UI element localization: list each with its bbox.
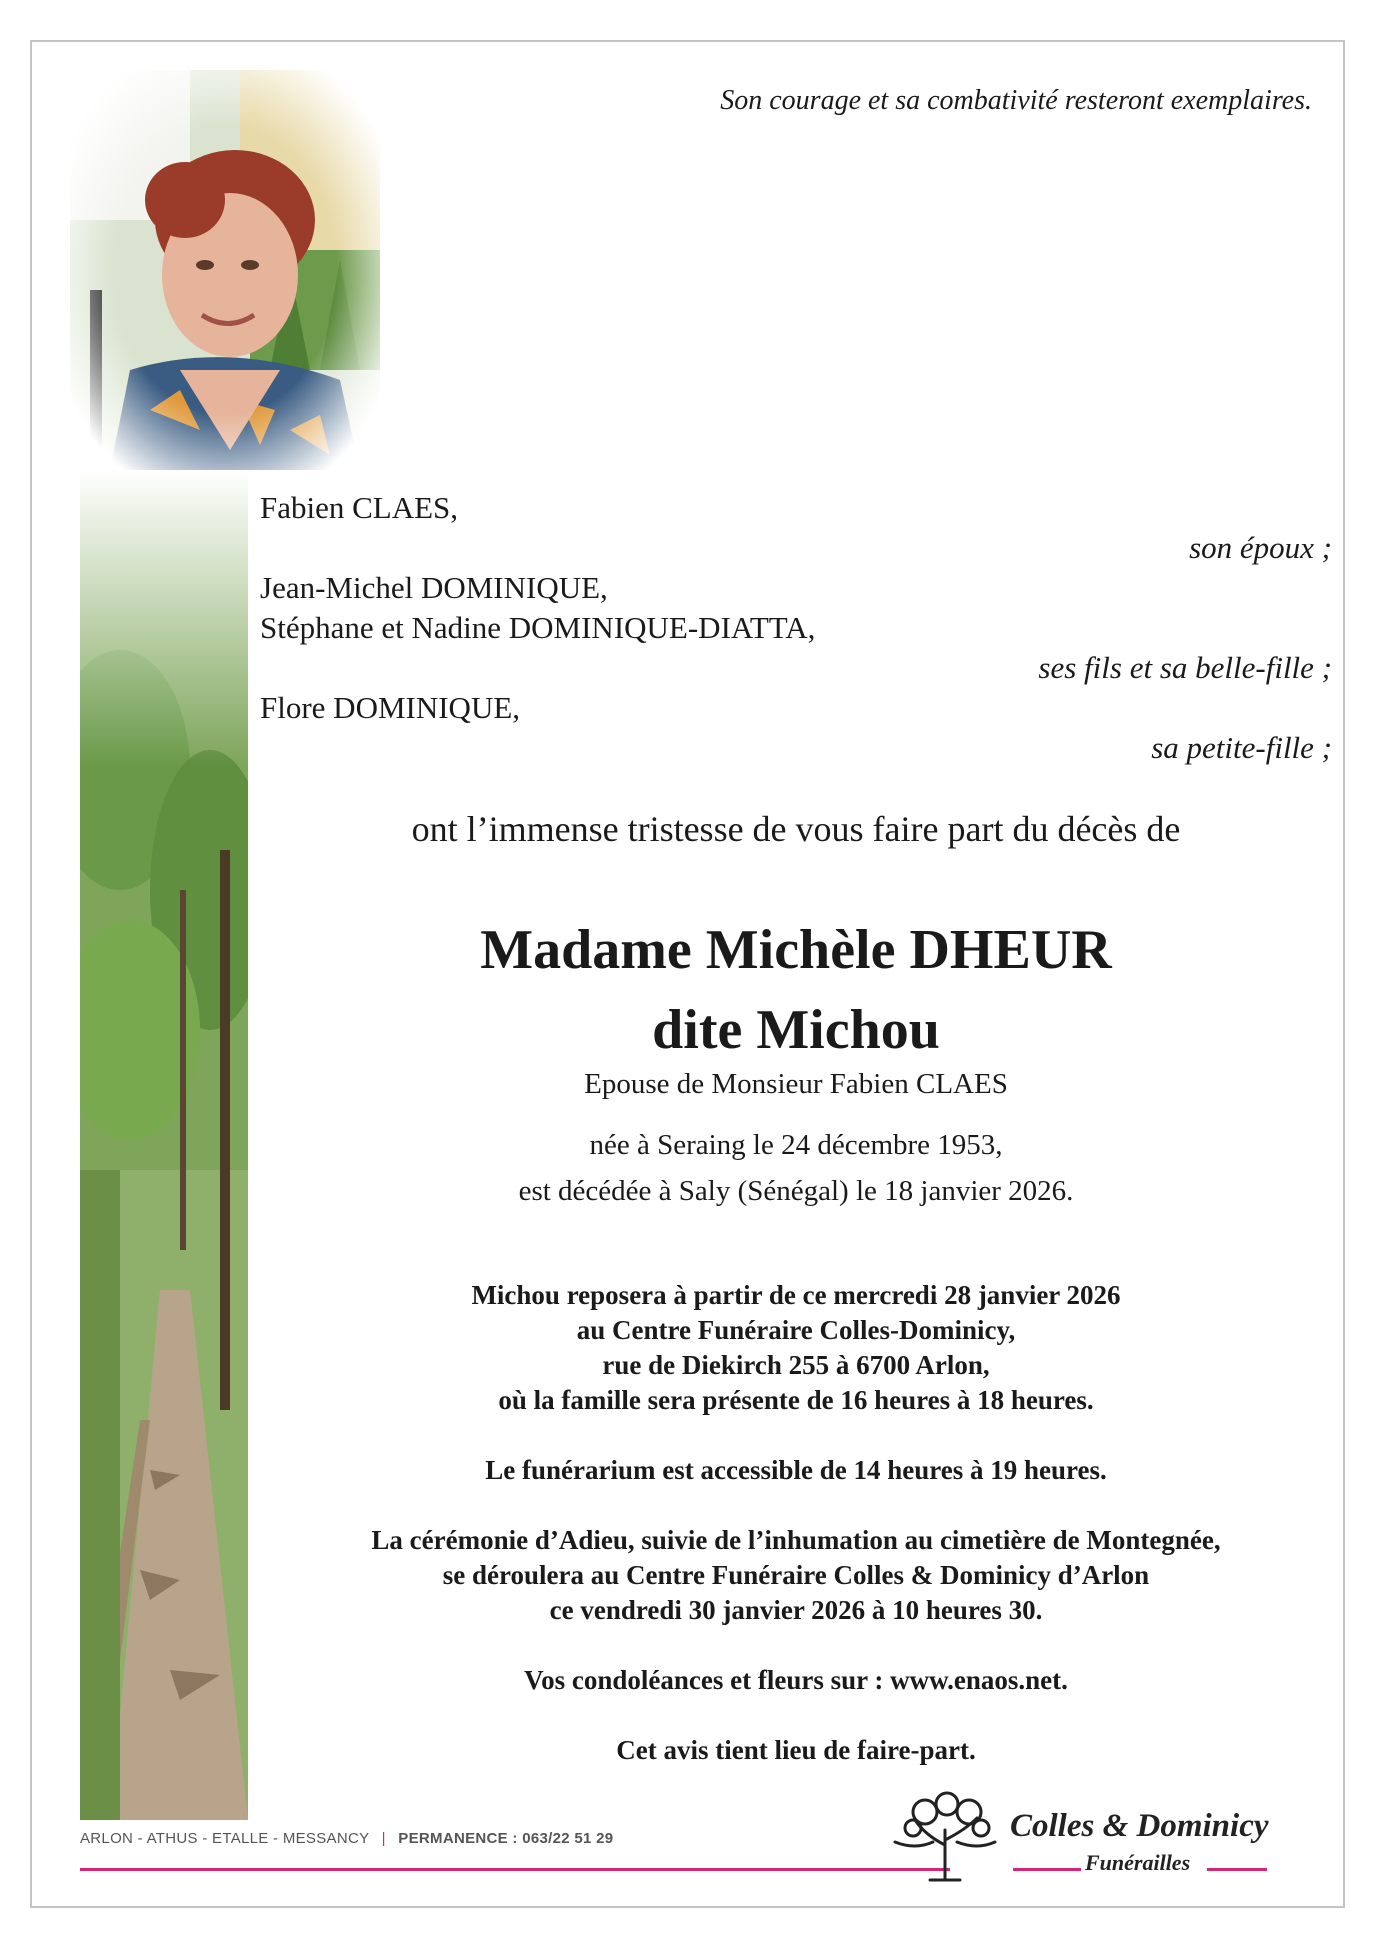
ceremony-line: ce vendredi 30 janvier 2026 à 10 heures 30. xyxy=(549,1595,1043,1625)
family-member-name: Stéphane et Nadine DOMINIQUE-DIATTA, xyxy=(260,610,816,645)
deceased-nickname: dite Michou xyxy=(652,999,940,1061)
logo-brand-name: Colles & Dominicy xyxy=(1010,1808,1269,1844)
motto-text: Son courage et sa combativité resteront exemplaires. xyxy=(720,85,1312,116)
family-list xyxy=(260,488,1332,768)
family-relation: sa petite-fille ; xyxy=(1151,730,1332,765)
rest-line: où la famille sera présente de 16 heures à 18 heures. xyxy=(498,1385,1094,1415)
tree-icon xyxy=(885,1790,1005,1885)
rest-line: au Centre Funéraire Colles-Dominicy, xyxy=(576,1315,1016,1345)
funeral-details xyxy=(260,1278,1332,1768)
family-member-name: Fabien CLAES, xyxy=(260,490,459,525)
announcement-text: ont l’immense tristesse de vous faire part du décès de xyxy=(411,809,1181,849)
forest-path-image xyxy=(80,470,248,1820)
death-line: est décédée à Saly (Sénégal) le 18 janvier 2026. xyxy=(518,1175,1074,1207)
birth-line: née à Seraing le 24 décembre 1953, xyxy=(589,1129,1003,1161)
condolences-paragraph: Vos condoléances et fleurs sur : www.enaos.net. xyxy=(524,1665,1068,1695)
family-member-name: Jean-Michel DOMINIQUE, xyxy=(260,570,608,605)
logo-subtitle: Funérailles xyxy=(1085,1850,1191,1875)
spouse-line: Epouse de Monsieur Fabien CLAES xyxy=(584,1068,1008,1100)
family-relation: son époux ; xyxy=(1189,530,1332,565)
deceased-name-block xyxy=(260,910,1332,1070)
company-logo xyxy=(885,1790,1285,1890)
footer-contact xyxy=(80,1830,613,1847)
dates-block xyxy=(260,1122,1332,1214)
family-relation: ses fils et sa belle-fille ; xyxy=(1038,650,1332,685)
rest-line: Michou reposera à partir de ce mercredi 28 janvier 2026 xyxy=(471,1280,1121,1310)
footer-permanence: PERMANENCE : 063/22 51 29 xyxy=(398,1830,614,1847)
family-member-name: Flore DOMINIQUE, xyxy=(260,690,521,725)
access-paragraph: Le funérarium est accessible de 14 heures à 19 heures. xyxy=(485,1455,1107,1485)
notice-paragraph: Cet avis tient lieu de faire-part. xyxy=(616,1735,976,1765)
ceremony-paragraph xyxy=(260,1523,1332,1628)
rest-line: rue de Diekirch 255 à 6700 Arlon, xyxy=(602,1350,990,1380)
footer-locations: ARLON - ATHUS - ETALLE - MESSANCY xyxy=(80,1830,370,1847)
rest-paragraph xyxy=(260,1278,1332,1418)
footer-accent-line xyxy=(80,1868,950,1871)
logo-accent-line-left xyxy=(1013,1868,1081,1871)
ceremony-line: se déroulera au Centre Funéraire Colles & Dominicy d’Arlon xyxy=(442,1560,1150,1590)
ceremony-line: La cérémonie d’Adieu, suivie de l’inhumation au cimetière de Montegnée, xyxy=(371,1525,1221,1555)
deceased-name: Madame Michèle DHEUR xyxy=(480,919,1112,981)
portrait-photo xyxy=(70,70,380,470)
logo-accent-line-right xyxy=(1207,1868,1267,1871)
footer-separator: | xyxy=(381,1830,386,1847)
